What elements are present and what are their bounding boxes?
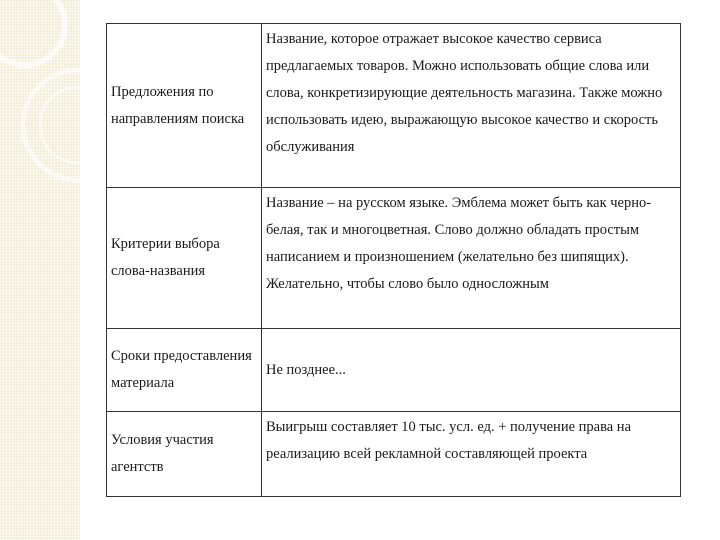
- row-label: Критерии выбора слова-названия: [107, 188, 262, 329]
- table-row: [107, 188, 681, 329]
- table-row: [107, 412, 681, 497]
- row-label: Условия участия агентств: [107, 412, 262, 497]
- row-description: Название – на русском языке. Эмблема может быть как черно-белая, так и многоцветная. Слово должно обладать простым написанием и произношением (желательно без шипящих). Желательно, чтобы слово было односложным: [262, 188, 681, 329]
- row-label: Сроки предоставления материала: [107, 329, 262, 412]
- table-row: [107, 24, 681, 188]
- row-label: Предложения по направлениям поиска: [107, 24, 262, 188]
- table-row: [107, 329, 681, 412]
- decorative-side-panel: [0, 0, 80, 540]
- row-description: Название, которое отражает высокое качество сервиса предлагаемых товаров. Можно использовать общие слова или слова, конкретизирующие деятельность магазина. Также можно использовать идею, выражающую высокое качество и скорость обслуживания: [262, 24, 681, 188]
- row-description: Выигрыш составляет 10 тыс. усл. ед. + получение права на реализацию всей рекламной составляющей проекта: [262, 412, 681, 497]
- row-description: Не позднее...: [262, 329, 681, 412]
- decorative-circles-icon: [0, 0, 80, 540]
- info-table: [106, 23, 681, 497]
